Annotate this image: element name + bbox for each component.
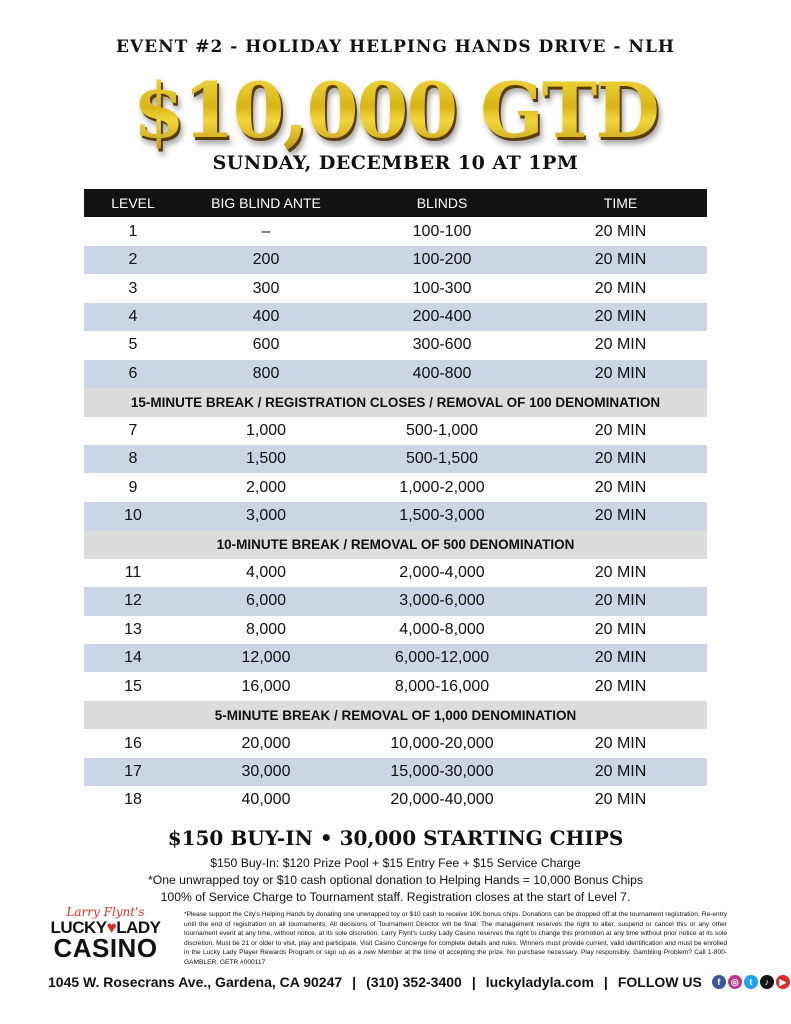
cell-blinds: 100-100 xyxy=(412,222,472,240)
cell-time: 20 MIN xyxy=(594,791,647,809)
website-link[interactable]: luckyladyla.com xyxy=(485,974,594,990)
phone: (310) 352-3400 xyxy=(366,974,462,990)
column-header-ante: BIG BLIND ANTE xyxy=(211,195,321,212)
cell-level: 9 xyxy=(128,478,138,496)
break-row: 15-MINUTE BREAK / REGISTRATION CLOSES / REMOVAL OF 100 DENOMINATION xyxy=(84,388,707,416)
cell-blinds: 6,000-12,000 xyxy=(394,649,490,667)
cell-level: 17 xyxy=(124,762,142,780)
column-header-level: LEVEL xyxy=(111,195,155,212)
lucky-lady-casino-logo xyxy=(38,905,173,963)
cell-blinds: 1,000-2,000 xyxy=(399,478,485,496)
event-title: EVENT #2 - HOLIDAY HELPING HANDS DRIVE - NLH xyxy=(116,37,675,57)
logo-script: Larry Flynt's xyxy=(66,905,145,919)
cell-time: 20 MIN xyxy=(594,450,647,468)
logo-word: CASINO xyxy=(53,933,158,963)
column-header-blinds: BLINDS xyxy=(416,195,468,212)
cell-level: 10 xyxy=(124,507,142,525)
cell-level: 15 xyxy=(124,677,142,695)
cell-blinds: 2,000-4,000 xyxy=(399,563,485,581)
cell-level: 5 xyxy=(128,336,138,354)
table-header xyxy=(84,189,707,217)
cell-ante: 200 xyxy=(252,251,280,269)
cell-level: 4 xyxy=(128,307,138,325)
table-row xyxy=(84,445,707,473)
table-row xyxy=(84,360,707,388)
cell-ante: 800 xyxy=(252,364,280,382)
cell-time: 20 MIN xyxy=(594,251,647,269)
table-row xyxy=(84,587,707,615)
footer xyxy=(48,974,790,990)
fine-print: *Please support the City's Helping Hands by donating one unwrapped toy or $10 cash to receive 10K bonus chips. Donations can be dropped off at the tournament registration. Re-entry until the end of registration on all tournaments. All decisions of Tournament Director will be final. The management reserves the right to alter, suspend or cancel this or any other tournament event at any time, without notice, at its sole discretion. Larry Flynt's Lucky Lady Casino reserves the right to change this promotion at any time without prior notice at its sole discretion. Must be 21 or older to visit, play and participate. Visit Casino Concierge for complete details and rules. Winners must provide current, valid identification and must be enrolled in the Lucky Lady Player Rewards Program or sign up as a new Member at the time of accepting the prize. No purchase necessary. Play responsibly. Gambling Problem? Call 1-800-GAMBLER. GETR #000117 xyxy=(184,911,727,966)
cell-blinds: 1,500-3,000 xyxy=(399,507,485,525)
cell-ante: 400 xyxy=(252,307,280,325)
buyin-details xyxy=(0,855,791,906)
cell-blinds: 500-1,000 xyxy=(405,421,479,439)
cell-ante: 30,000 xyxy=(241,762,291,780)
cell-time: 20 MIN xyxy=(594,592,647,610)
table-row xyxy=(84,303,707,331)
buyin-headline: $150 BUY-IN • 30,000 STARTING CHIPS xyxy=(167,826,624,850)
table-row xyxy=(84,274,707,302)
cell-level: 11 xyxy=(124,563,142,581)
blind-structure-table xyxy=(84,189,707,815)
logo-word: LUCKY xyxy=(50,918,107,937)
cell-level: 8 xyxy=(128,450,138,468)
cell-time: 20 MIN xyxy=(594,364,647,382)
cell-time: 20 MIN xyxy=(594,507,647,525)
instagram-icon[interactable]: ◎ xyxy=(728,975,742,989)
cell-blinds: 3,000-6,000 xyxy=(399,592,485,610)
cell-blinds: 300-600 xyxy=(412,336,472,354)
cell-ante: 1,000 xyxy=(245,421,287,439)
event-date: SUNDAY, DECEMBER 10 AT 1PM xyxy=(212,152,579,174)
social-links xyxy=(712,975,790,989)
cell-ante: 600 xyxy=(252,336,280,354)
heart-icon: ♥ xyxy=(106,918,117,937)
cell-ante: 2,000 xyxy=(245,478,287,496)
cell-level: 7 xyxy=(128,421,138,439)
table-row xyxy=(84,644,707,672)
cell-ante: 3,000 xyxy=(245,507,287,525)
cell-blinds: 20,000-40,000 xyxy=(390,791,494,809)
cell-time: 20 MIN xyxy=(594,222,647,240)
cell-ante: 12,000 xyxy=(241,649,291,667)
table-row xyxy=(84,786,707,814)
separator: | xyxy=(352,974,357,990)
cell-ante: 4,000 xyxy=(245,563,287,581)
cell-time: 20 MIN xyxy=(594,421,647,439)
cell-blinds: 100-200 xyxy=(412,251,472,269)
buyin-line: $150 Buy-In: $120 Prize Pool + $15 Entry Fee + $15 Service Charge xyxy=(210,856,581,870)
table-row xyxy=(84,417,707,445)
youtube-icon[interactable]: ▶ xyxy=(776,975,790,989)
follow-us-label: FOLLOW US xyxy=(617,974,702,990)
cell-blinds: 15,000-30,000 xyxy=(390,762,494,780)
cell-blinds: 400-800 xyxy=(412,364,472,382)
table-row xyxy=(84,672,707,700)
table-row xyxy=(84,729,707,757)
cell-ante: 1,500 xyxy=(245,450,287,468)
cell-level: 3 xyxy=(128,279,138,297)
facebook-icon[interactable]: f xyxy=(712,975,726,989)
table-row xyxy=(84,502,707,530)
separator: | xyxy=(471,974,476,990)
cell-level: 13 xyxy=(124,620,142,638)
column-header-time: TIME xyxy=(603,195,638,212)
buyin-line: 100% of Service Charge to Tournament staff. Registration closes at the start of Level 7. xyxy=(160,890,631,904)
cell-blinds: 8,000-16,000 xyxy=(394,677,490,695)
cell-blinds: 500-1,500 xyxy=(405,450,479,468)
cell-ante: 6,000 xyxy=(245,592,287,610)
table-row xyxy=(84,559,707,587)
table-row xyxy=(84,246,707,274)
cell-time: 20 MIN xyxy=(594,649,647,667)
address: 1045 W. Rosecrans Ave., Gardena, CA 90247 xyxy=(48,974,343,990)
cell-ante: 8,000 xyxy=(245,620,287,638)
cell-time: 20 MIN xyxy=(594,478,647,496)
cell-time: 20 MIN xyxy=(594,307,647,325)
cell-level: 16 xyxy=(124,734,142,752)
cell-time: 20 MIN xyxy=(594,563,647,581)
break-row: 10-MINUTE BREAK / REMOVAL OF 500 DENOMINATION xyxy=(84,530,707,558)
cell-blinds: 100-300 xyxy=(412,279,472,297)
separator: | xyxy=(603,974,608,990)
cell-level: 12 xyxy=(124,592,142,610)
cell-time: 20 MIN xyxy=(594,620,647,638)
logo-word: LADY xyxy=(116,918,161,937)
table-row xyxy=(84,331,707,359)
cell-time: 20 MIN xyxy=(594,336,647,354)
cell-time: 20 MIN xyxy=(594,734,647,752)
cell-level: 14 xyxy=(124,649,142,667)
cell-level: 6 xyxy=(128,364,138,382)
cell-ante: 16,000 xyxy=(241,677,291,695)
twitter-icon[interactable]: t xyxy=(744,975,758,989)
cell-blinds: 200-400 xyxy=(412,307,472,325)
cell-time: 20 MIN xyxy=(594,279,647,297)
cell-time: 20 MIN xyxy=(594,677,647,695)
buyin-line: *One unwrapped toy or $10 cash optional donation to Helping Hands = 10,000 Bonus Chips xyxy=(148,873,643,887)
cell-blinds: 10,000-20,000 xyxy=(390,734,494,752)
guarantee-title: $10,000 GTD xyxy=(8,66,783,156)
cell-level: 18 xyxy=(124,791,142,809)
cell-ante: 20,000 xyxy=(241,734,291,752)
break-row: 5-MINUTE BREAK / REMOVAL OF 1,000 DENOMINATION xyxy=(84,701,707,729)
cell-level: 1 xyxy=(128,222,138,240)
cell-level: 2 xyxy=(128,251,138,269)
cell-ante: 40,000 xyxy=(241,791,291,809)
table-row xyxy=(84,758,707,786)
cell-ante: 300 xyxy=(252,279,280,297)
tiktok-icon[interactable]: ♪ xyxy=(760,975,774,989)
cell-blinds: 4,000-8,000 xyxy=(399,620,485,638)
table-row xyxy=(84,616,707,644)
cell-ante: – xyxy=(261,222,271,240)
table-row xyxy=(84,217,707,245)
table-row xyxy=(84,473,707,501)
cell-time: 20 MIN xyxy=(594,762,647,780)
